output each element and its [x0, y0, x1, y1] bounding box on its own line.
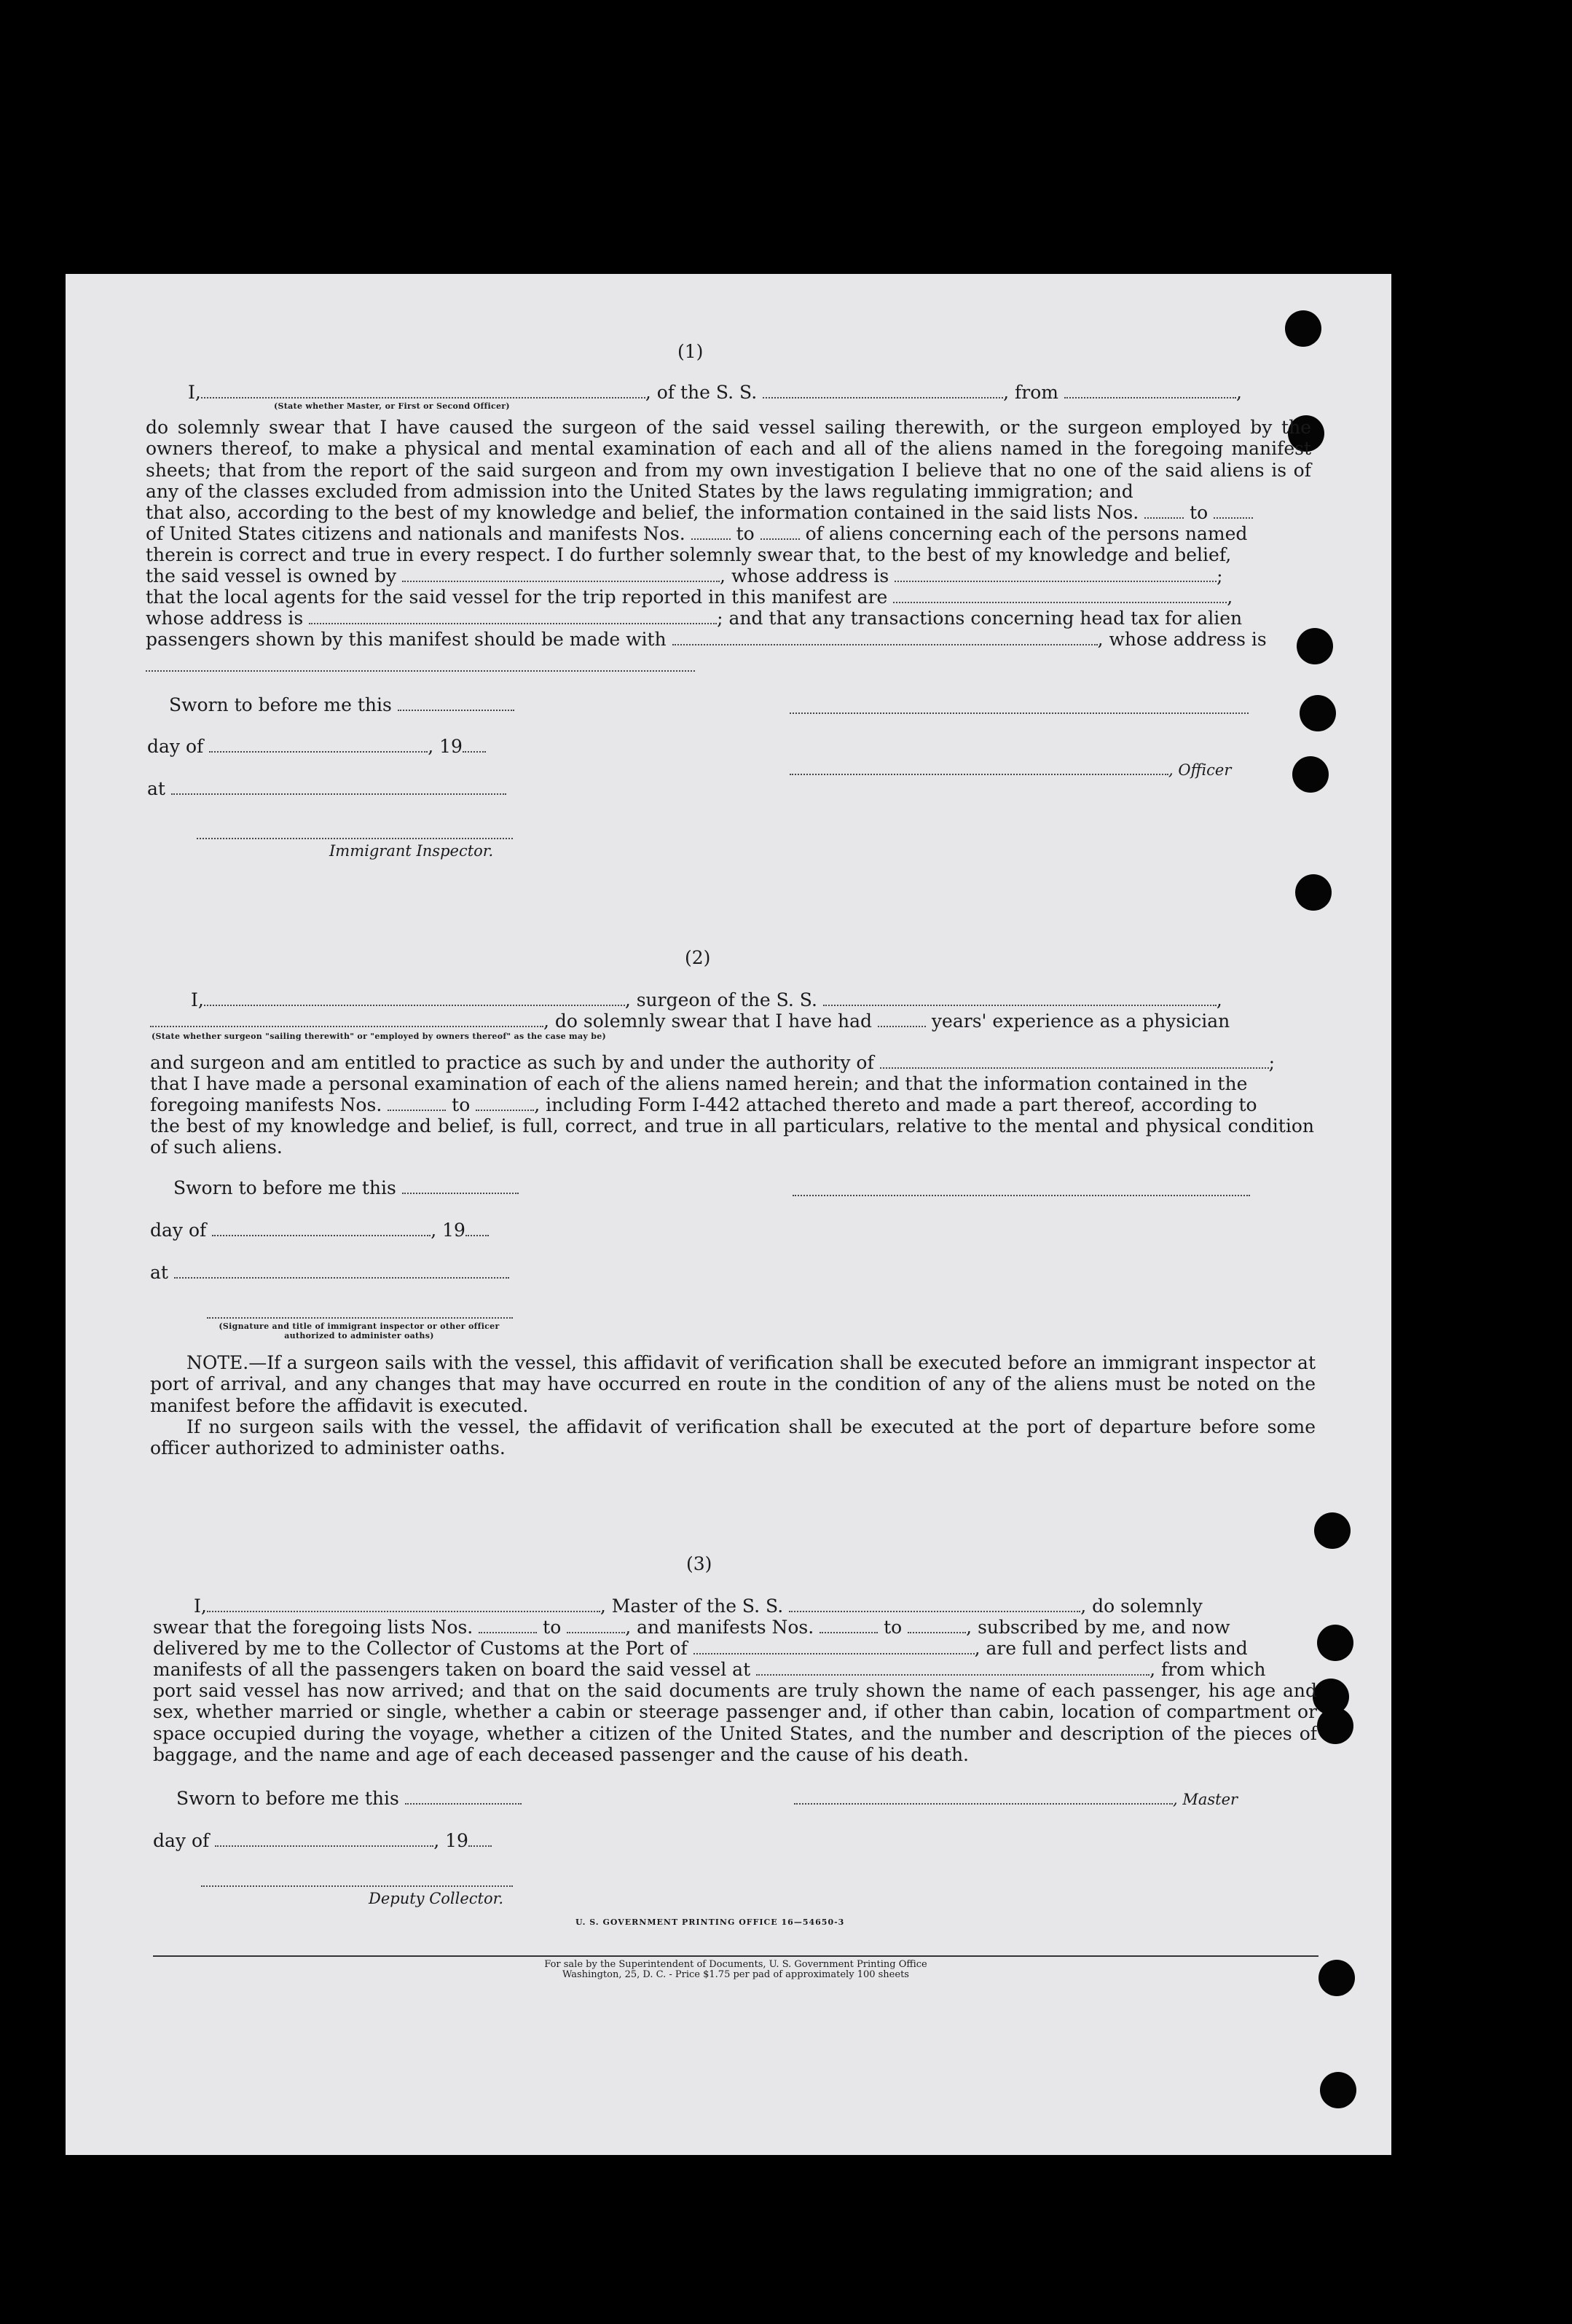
section-2-line-5: foregoing manifests Nos. to , including Form I-442 attached thereto and made a part thereof, according to [150, 1094, 1257, 1115]
section-3-day-of: day of , 19 [153, 1830, 492, 1851]
surgeon-type-note: (State whether surgeon "sailing therewith" or "employed by owners thereof" as the case may be) [152, 1032, 607, 1041]
officer-rank-note: (State whether Master, or First or Second Officer) [274, 401, 510, 411]
section-2-number: (2) [685, 947, 711, 968]
footer [372, 1960, 1100, 1980]
section-1-agents-line: that the local agents for the said vessel for the trip reported in this manifest are , [146, 586, 1233, 608]
note-paragraph-2: If no surgeon sails with the vessel, the affidavit of verification shall be executed at the port of departure before some officer authorized to administer oaths. [150, 1416, 1316, 1459]
section-1-at: at [147, 778, 506, 799]
section-1-citizens-line: of United States citizens and nationals and manifests Nos. to of aliens concerning each of the persons named [146, 523, 1248, 544]
footer-divider [153, 1955, 1318, 1957]
deputy-collector-label: Deputy Collector. [369, 1890, 504, 1907]
punch-hole [1285, 310, 1321, 347]
form-sheet [66, 274, 1391, 2155]
section-2-line-6: the best of my knowledge and belief, is full, correct, and true in all particulars, relative to the mental and physical condition of such aliens. [150, 1115, 1314, 1158]
section-3-line-4: manifests of all the passengers taken on board the said vessel at , from which [153, 1659, 1266, 1680]
section-1-number: (1) [677, 341, 704, 362]
footer-line-1: For sale by the Superintendent of Documents, U. S. Government Printing Office [544, 1959, 927, 1970]
section-2-line-3: and surgeon and am entitled to practice as such by and under the authority of ; [150, 1052, 1276, 1073]
immigrant-inspector-label: Immigrant Inspector. [329, 842, 494, 860]
section-1-therein-line: therein is correct and true in every respect. I do further solemnly swear that, to the best of my knowledge and belief, [146, 544, 1232, 565]
section-1-day-of: day of , 19 [147, 736, 486, 757]
section-1-whose-line: whose address is ; and that any transactions concerning head tax for alien [146, 608, 1243, 629]
section-1-owned-line: the said vessel is owned by , whose address is ; [146, 565, 1223, 586]
section-1-officer-signature: , Officer [790, 758, 1231, 781]
section-1-line-1: I, , of the S. S. , from , [188, 382, 1242, 403]
section-3-line-2: swear that the foregoing lists Nos. to , and manifests Nos. to , subscribed by me, and now [153, 1617, 1230, 1638]
punch-hole [1314, 1512, 1351, 1549]
punch-hole [1295, 874, 1332, 911]
punch-hole [1297, 628, 1333, 664]
section-2-line-1: I, , surgeon of the S. S. , [191, 989, 1222, 1010]
punch-hole [1320, 2072, 1356, 2108]
section-3-line-1: I, , Master of the S. S. , do solemnly [194, 1595, 1203, 1617]
section-3-paragraph: port said vessel has now arrived; and that on the said documents are truly shown the name of each passenger, his age and sex, whether married or single, whether a cabin or steerage passenger and, if other than cabin, location of compartment or space occupied during the voyage, whether a citizen of the United States, and the number and description of the pieces of baggage, and the name and age of each deceased passenger and the cause of his death. [153, 1680, 1317, 1765]
section-2-line-2: , do solemnly swear that I have had years' experience as a physician [150, 1010, 1230, 1032]
punch-hole [1318, 1960, 1355, 1996]
section-3-master-signature: , Master [794, 1788, 1238, 1810]
punch-hole [1300, 695, 1336, 731]
section-2-day-of: day of , 19 [150, 1220, 489, 1241]
punch-hole [1292, 756, 1329, 793]
section-3-line-3: delivered by me to the Collector of Customs at the Port of , are full and perfect lists and [153, 1638, 1248, 1659]
section-1-sworn: Sworn to before me this [169, 694, 514, 715]
footer-line-2: Washington, 25, D. C. - Price $1.75 per pad of approximately 100 sheets [562, 1969, 909, 1980]
punch-hole [1317, 1625, 1353, 1661]
section-2-signature-note: (Signature and title of immigrant inspector or other officer authorized to administer oaths) [219, 1322, 500, 1340]
section-1-paragraph: do solemnly swear that I have caused the surgeon of the said vessel sailing therewith, or the surgeon employed by the owners thereof, to make a physical and mental examination of each and all of the aliens named in the foregoing manifest sheets; that from the report of the said surgeon and from my own investigation I believe that no one of the said aliens is of any of the classes excluded from admission into the United States by the laws regulating immigration; and [146, 417, 1311, 502]
section-3-sworn: Sworn to before me this [176, 1788, 522, 1809]
section-1-lists-line: that also, according to the best of my knowledge and belief, the information contained in the said lists Nos. to [146, 502, 1253, 523]
section-2-line-4: that I have made a personal examination of each of the aliens named herein; and that the information contained in the [150, 1073, 1248, 1094]
section-1-passengers-line: passengers shown by this manifest should be made with , whose address is [146, 629, 1267, 650]
gpo-print-line: U. S. GOVERNMENT PRINTING OFFICE 16—54650-3 [575, 1917, 845, 1927]
section-3-number: (3) [686, 1553, 712, 1574]
section-2-at: at [150, 1262, 509, 1283]
section-2-sworn: Sworn to before me this [173, 1177, 519, 1198]
punch-hole [1317, 1708, 1353, 1744]
note-paragraph: NOTE.—If a surgeon sails with the vessel, this affidavit of verification shall be executed before an immigrant inspector at port of arrival, and any changes that may have occurred en route in the condition of any of the aliens must be noted on the manifest before the affidavit is executed. [150, 1352, 1316, 1416]
